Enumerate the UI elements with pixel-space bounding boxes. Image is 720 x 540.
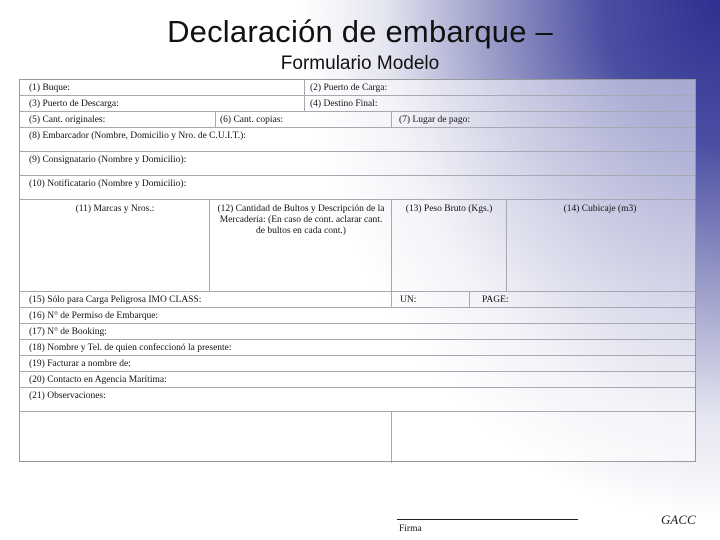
field-destino-final: (4) Destino Final: — [310, 99, 378, 109]
row-divider — [20, 291, 695, 292]
field-page: PAGE: — [482, 295, 509, 305]
declaration-form — [19, 79, 696, 462]
row-divider — [20, 127, 695, 128]
field-puerto-descarga: (3) Puerto de Descarga: — [29, 99, 119, 109]
column-divider — [209, 199, 210, 291]
row-divider — [20, 355, 695, 356]
row-divider — [20, 111, 695, 112]
row-divider — [20, 339, 695, 340]
column-divider — [506, 199, 507, 291]
row-divider — [20, 175, 695, 176]
field-notificatario: (10) Notificatario (Nombre y Domicilio): — [29, 179, 187, 189]
field-marcas: (11) Marcas y Nros.: — [75, 204, 155, 214]
row-divider — [20, 323, 695, 324]
field-lugar-pago: (7) Lugar de pago: — [399, 115, 470, 125]
field-facturar: (19) Facturar a nombre de: — [29, 359, 131, 369]
page-subtitle: Formulario Modelo — [280, 53, 440, 74]
signature-line — [397, 519, 578, 520]
field-puerto-carga: (2) Puerto de Carga: — [310, 83, 388, 93]
signature-label: Firma — [399, 524, 422, 534]
field-consignatario: (9) Consignatario (Nombre y Domicilio): — [29, 155, 187, 165]
field-cubicaje: (14) Cubicaje (m3) — [563, 204, 637, 214]
column-divider — [304, 80, 305, 111]
column-divider — [215, 111, 216, 127]
row-divider — [20, 95, 695, 96]
field-cantidad-bultos: (12) Cantidad de Bultos y Descripción de la Mercadería: (En caso de cont. aclarar cant. de bultos en cada cont.) — [217, 204, 385, 236]
row-divider — [20, 371, 695, 372]
field-permiso-embarque: (16) N° de Permiso de Embarque: — [29, 311, 159, 321]
field-un: UN: — [400, 295, 417, 305]
page-title: Declaración de embarque – — [167, 14, 553, 49]
row-divider — [20, 411, 695, 412]
field-cant-copias: (6) Cant. copias: — [220, 115, 284, 125]
footer-brand: GACC — [661, 512, 696, 527]
column-divider — [391, 199, 392, 307]
row-divider — [20, 387, 695, 388]
field-contacto-agencia: (20) Contacto en Agencia Marítima: — [29, 375, 167, 385]
field-cant-originales: (5) Cant. originales: — [29, 115, 106, 125]
field-peso-bruto: (13) Peso Bruto (Kgs.) — [405, 204, 493, 214]
row-divider — [20, 151, 695, 152]
column-divider — [391, 411, 392, 463]
field-confecciono: (18) Nombre y Tel. de quien confeccionó la presente: — [29, 343, 232, 353]
field-buque: (1) Buque: — [29, 83, 70, 93]
row-divider — [20, 199, 695, 200]
field-carga-peligrosa: (15) Sólo para Carga Peligrosa IMO CLASS: — [29, 295, 202, 305]
column-divider — [469, 291, 470, 307]
field-embarcador: (8) Embarcador (Nombre, Domicilio y Nro. de C.U.I.T.): — [29, 131, 246, 141]
column-divider — [391, 111, 392, 127]
field-booking: (17) N° de Booking: — [29, 327, 107, 337]
row-divider — [20, 307, 695, 308]
field-observaciones: (21) Observaciones: — [29, 391, 106, 401]
